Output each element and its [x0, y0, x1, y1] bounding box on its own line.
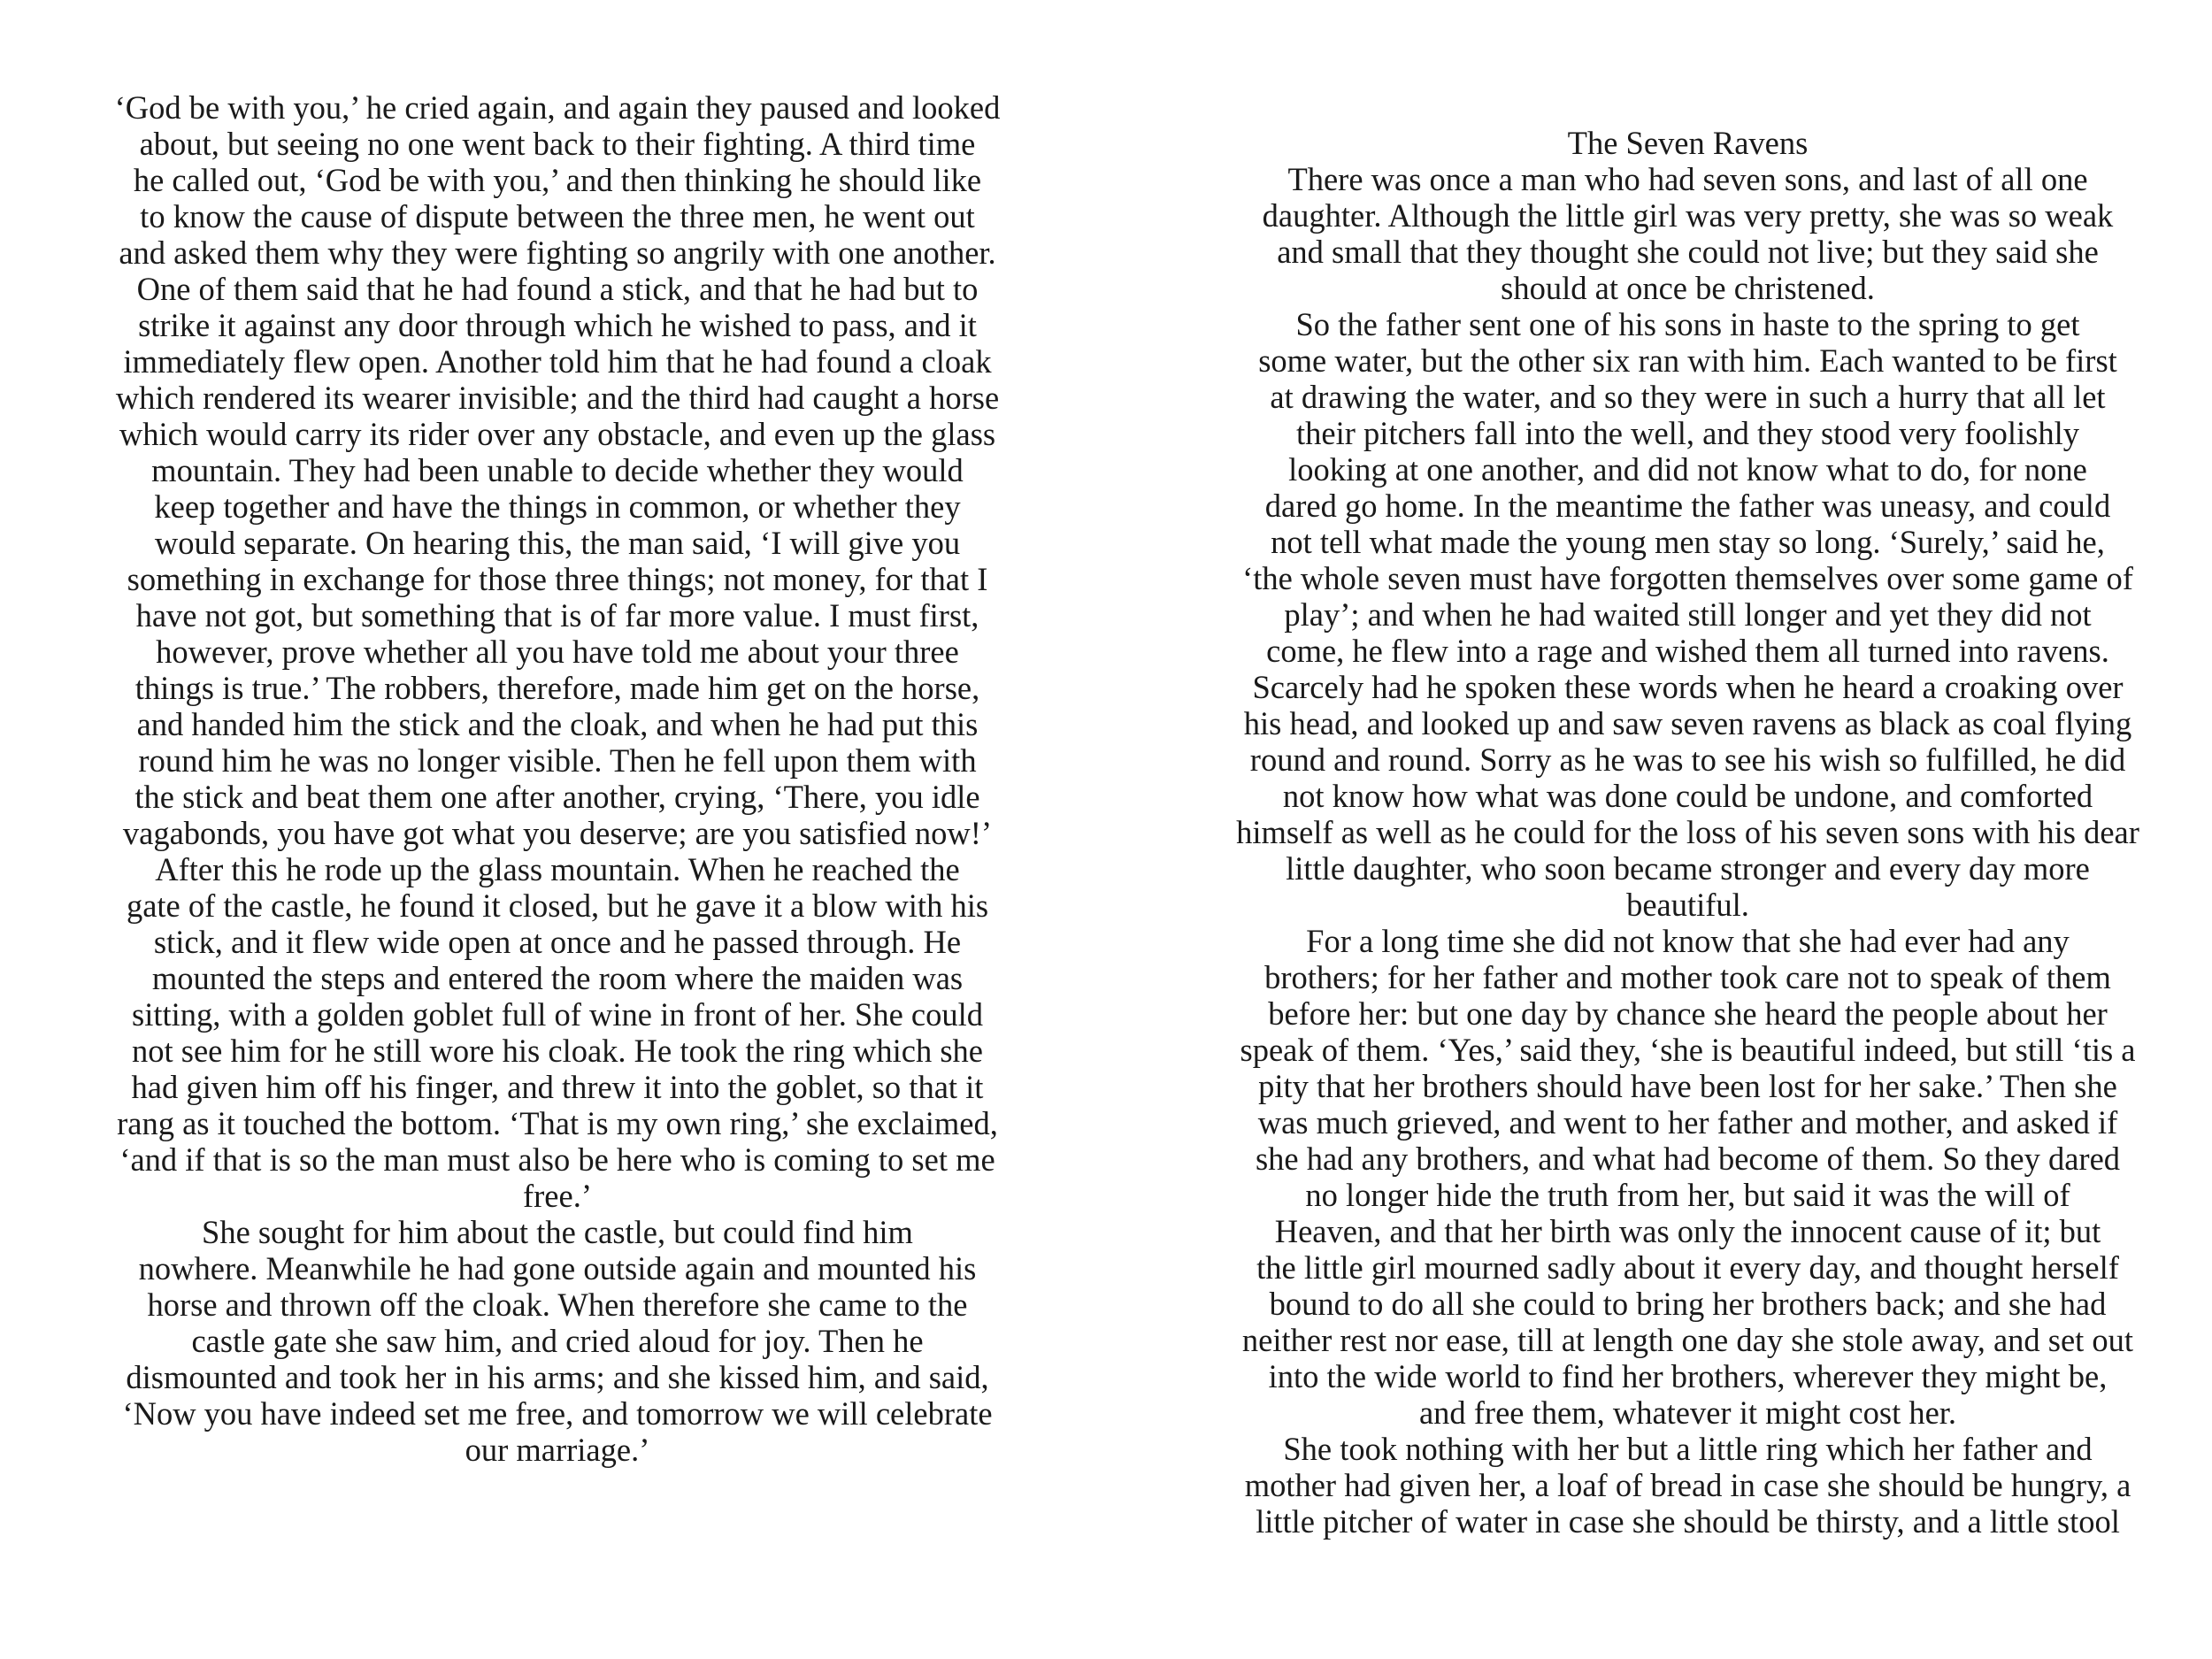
text-line: would separate. On hearing this, the man said, ‘I will give you: [154, 525, 961, 561]
text-line: mounted the steps and entered the room where the maiden was: [151, 960, 964, 996]
text-line: have not got, but something that is of far more value. I must first,: [135, 597, 979, 634]
text-line: dismounted and took her in his arms; and she kissed him, and said,: [126, 1359, 989, 1395]
text-line: she had any brothers, and what had become of them. So they dared: [1255, 1141, 2121, 1177]
left-page-text: [84, 89, 1031, 1468]
text-line: free.’: [523, 1178, 592, 1214]
text-line: nowhere. Meanwhile he had gone outside again and mounted his: [138, 1250, 977, 1286]
text-line: gate of the castle, he found it closed, but he gave it a blow with his: [126, 887, 989, 924]
text-line: looking at one another, and did not know what to do, for none: [1288, 451, 2087, 488]
right-page: [1106, 0, 2212, 1659]
right-page-text: [1208, 125, 2168, 1540]
text-line: ‘and if that is so the man must also be here who is coming to set me: [119, 1141, 995, 1178]
text-line: some water, but the other six ran with him. Each wanted to be first: [1258, 342, 2117, 379]
text-line: into the wide world to find her brothers, wherever they might be,: [1268, 1358, 2108, 1394]
text-line: and handed him the stick and the cloak, and when he had put this: [136, 706, 979, 742]
text-line: play’; and when he had waited still longer and yet they did not: [1284, 596, 2092, 633]
text-line: at drawing the water, and so they were in such a hurry that all let: [1270, 379, 2106, 415]
text-line: bound to do all she could to bring her brothers back; and she had: [1269, 1286, 2107, 1322]
text-line: ‘God be with you,’ he cried again, and again they paused and looked: [114, 89, 1001, 126]
text-line: little daughter, who soon became stronger and every day more: [1286, 850, 2090, 887]
text-line: not see him for he still wore his cloak. He took the ring which she: [132, 1033, 983, 1069]
text-line: however, prove whether all you have told me about your three: [156, 634, 959, 670]
text-line: After this he rode up the glass mountain. When he reached the: [155, 851, 960, 887]
text-line: had given him off his finger, and threw it into the goblet, so that it: [131, 1069, 984, 1105]
text-line: which rendered its wearer invisible; and the third had caught a horse: [115, 380, 1000, 416]
text-line: and free them, whatever it might cost her.: [1418, 1394, 1957, 1431]
text-line: keep together and have the things in common, or whether they: [154, 488, 961, 525]
text-line: was much grieved, and went to her father and mother, and asked if: [1257, 1104, 2118, 1141]
chapter-title: The Seven Ravens: [1567, 125, 1809, 161]
text-line: speak of them. ‘Yes,’ said they, ‘she is beautiful indeed, but still ‘tis a: [1240, 1032, 2136, 1068]
text-line: For a long time she did not know that she had ever had any: [1306, 923, 2070, 959]
text-line: not tell what made the young men stay so long. ‘Surely,’ said he,: [1271, 524, 2105, 560]
text-line: ‘Now you have indeed set me free, and tomorrow we will celebrate: [122, 1395, 993, 1432]
text-line: to know the cause of dispute between the three men, he went out: [140, 198, 975, 234]
text-line: vagabonds, you have got what you deserve; are you satisfied now!’: [122, 815, 993, 851]
text-line: daughter. Although the little girl was very pretty, she was so weak: [1262, 197, 2114, 234]
text-line: Scarcely had he spoken these words when he heard a croaking over: [1252, 669, 2124, 705]
text-line: strike it against any door through which he wished to pass, and it: [138, 307, 977, 343]
text-line: There was once a man who had seven sons, and last of all one: [1287, 161, 2088, 197]
text-line: come, he flew into a rage and wished them all turned into ravens.: [1266, 633, 2109, 669]
text-line: and small that they thought she could not live; but they said she: [1277, 234, 2099, 270]
text-line: he called out, ‘God be with you,’ and then thinking he should like: [133, 162, 982, 198]
text-line: She took nothing with her but a little ring which her father and: [1283, 1431, 2093, 1467]
text-line: One of them said that he had found a stick, and that he had but to: [136, 271, 979, 307]
text-line: She sought for him about the castle, but could find him: [202, 1214, 913, 1250]
text-line: which would carry its rider over any obstacle, and even up the glass: [119, 416, 996, 452]
text-line: the stick and beat them one after another, crying, ‘There, you idle: [134, 779, 980, 815]
text-line: castle gate she saw him, and cried aloud for joy. Then he: [191, 1323, 924, 1359]
text-line: our marriage.’: [465, 1432, 650, 1468]
text-line: round and round. Sorry as he was to see his wish so fulfilled, he did: [1249, 741, 2126, 778]
text-line: horse and thrown off the cloak. When therefore she came to the: [147, 1286, 968, 1323]
text-line: not know how what was done could be undone, and comforted: [1282, 778, 2093, 814]
text-line: brothers; for her father and mother took care not to speak of them: [1264, 959, 2111, 995]
text-line: himself as well as he could for the loss of his seven sons with his dear: [1236, 814, 2139, 850]
text-line: dared go home. In the meantime the father was uneasy, and could: [1264, 488, 2111, 524]
text-line: mother had given her, a loaf of bread in case she should be hungry, a: [1244, 1467, 2131, 1503]
text-line: Heaven, and that her birth was only the innocent cause of it; but: [1274, 1213, 2101, 1249]
text-line: and asked them why they were fighting so angrily with one another.: [119, 234, 996, 271]
text-line: things is true.’ The robbers, therefore, made him get on the horse,: [134, 670, 980, 706]
text-line: should at once be christened.: [1501, 270, 1875, 306]
text-line: So the father sent one of his sons in haste to the spring to get: [1295, 306, 2080, 342]
text-line: ‘the whole seven must have forgotten themselves over some game of: [1242, 560, 2133, 596]
text-line: immediately flew open. Another told him that he had found a cloak: [123, 343, 992, 380]
text-line: about, but seeing no one went back to their fighting. A third time: [139, 126, 976, 162]
text-line: rang as it touched the bottom. ‘That is my own ring,’ she exclaimed,: [117, 1105, 998, 1141]
text-line: before her: but one day by chance she heard the people about her: [1268, 995, 2108, 1032]
text-line: no longer hide the truth from her, but said it was the will of: [1305, 1177, 2070, 1213]
text-line: something in exchange for those three things; not money, for that I: [127, 561, 988, 597]
text-line: round him he was no longer visible. Then he fell upon them with: [138, 742, 977, 779]
text-line: beautiful.: [1626, 887, 1749, 923]
text-line: the little girl mourned sadly about it every day, and thought herself: [1256, 1249, 2119, 1286]
text-line: pity that her brothers should have been lost for her sake.’ Then she: [1258, 1068, 2117, 1104]
text-line: neither rest nor ease, till at length one day she stole away, and set out: [1241, 1322, 2134, 1358]
text-line: their pitchers fall into the well, and they stood very foolishly: [1296, 415, 2079, 451]
text-line: stick, and it flew wide open at once and he passed through. He: [153, 924, 962, 960]
text-line: his head, and looked up and saw seven ravens as black as coal flying: [1243, 705, 2132, 741]
text-line: little pitcher of water in case she should be thirsty, and a little stool: [1256, 1503, 2120, 1540]
text-line: mountain. They had been unable to decide whether they would: [151, 452, 964, 488]
text-line: sitting, with a golden goblet full of wine in front of her. She could: [131, 996, 984, 1033]
